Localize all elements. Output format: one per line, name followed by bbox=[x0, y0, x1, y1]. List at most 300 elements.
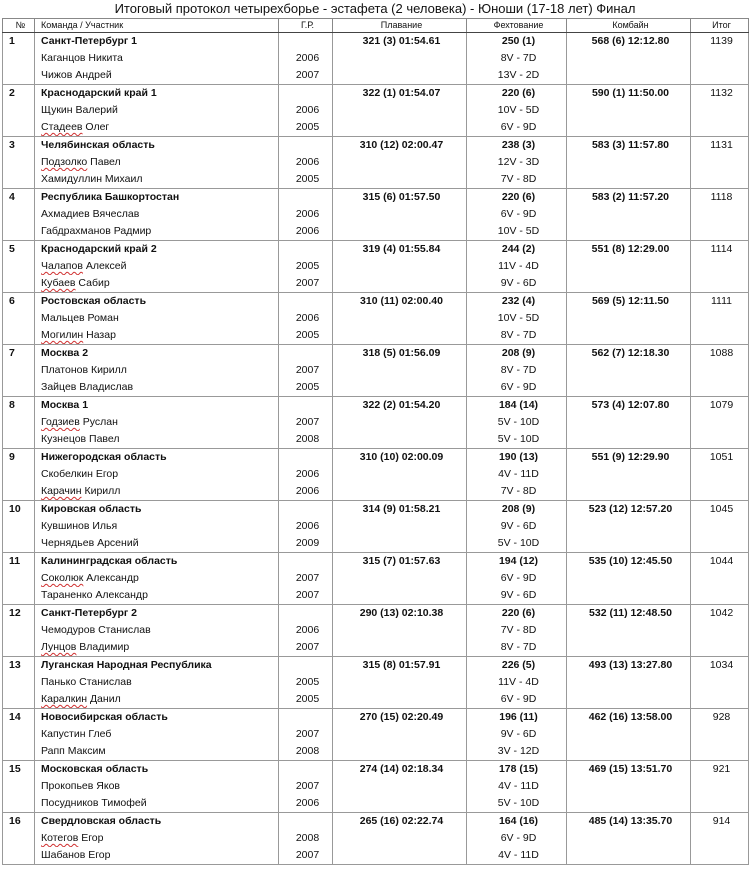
member-year: 2006 bbox=[279, 795, 333, 813]
empty-cell bbox=[691, 379, 749, 397]
total-score: 1079 bbox=[691, 397, 749, 415]
member-year: 2006 bbox=[279, 223, 333, 241]
member-row bbox=[3, 258, 749, 275]
total-score: 1044 bbox=[691, 553, 749, 571]
member-year: 2007 bbox=[279, 275, 333, 293]
total-score: 1111 bbox=[691, 293, 749, 311]
team-name: Республика Башкортостан bbox=[35, 189, 279, 207]
team-row bbox=[3, 397, 749, 415]
member-name: Чижов Андрей bbox=[35, 67, 279, 85]
member-bouts: 13V - 2D bbox=[467, 67, 567, 85]
empty-cell bbox=[333, 743, 467, 761]
total-score: 914 bbox=[691, 813, 749, 831]
member-row bbox=[3, 535, 749, 553]
member-bouts: 7V - 8D bbox=[467, 171, 567, 189]
team-place: 6 bbox=[3, 293, 35, 311]
member-bouts: 4V - 11D bbox=[467, 466, 567, 483]
member-year: 2006 bbox=[279, 154, 333, 171]
empty-cell bbox=[691, 310, 749, 327]
header-num: № bbox=[3, 19, 35, 33]
member-row bbox=[3, 639, 749, 657]
empty-cell bbox=[333, 310, 467, 327]
empty-cell bbox=[333, 50, 467, 67]
swim-result: 270 (15) 02:20.49 bbox=[333, 709, 467, 727]
member-bouts: 10V - 5D bbox=[467, 223, 567, 241]
combo-result: 493 (13) 13:27.80 bbox=[567, 657, 691, 675]
combo-result: 485 (14) 13:35.70 bbox=[567, 813, 691, 831]
team-name: Свердловская область bbox=[35, 813, 279, 831]
member-name: Рапп Максим bbox=[35, 743, 279, 761]
total-score: 1042 bbox=[691, 605, 749, 623]
member-bouts: 9V - 6D bbox=[467, 275, 567, 293]
total-score: 1114 bbox=[691, 241, 749, 259]
member-name: Щукин Валерий bbox=[35, 102, 279, 119]
empty-cell bbox=[691, 483, 749, 501]
team-row bbox=[3, 501, 749, 519]
swim-result: 274 (14) 02:18.34 bbox=[333, 761, 467, 779]
team-name: Луганская Народная Республика bbox=[35, 657, 279, 675]
team-place: 2 bbox=[3, 85, 35, 103]
empty-cell bbox=[3, 830, 35, 847]
empty-cell bbox=[3, 518, 35, 535]
swim-result: 290 (13) 02:10.38 bbox=[333, 605, 467, 623]
team-place: 7 bbox=[3, 345, 35, 363]
member-row bbox=[3, 379, 749, 397]
member-row bbox=[3, 674, 749, 691]
team-row bbox=[3, 293, 749, 311]
empty-cell bbox=[333, 258, 467, 275]
empty-cell bbox=[333, 570, 467, 587]
empty-cell bbox=[3, 778, 35, 795]
page-title: Итоговый протокол четырехборье - эстафета (2 человека) - Юноши (17-18 лет) Финал bbox=[114, 1, 636, 16]
empty-cell bbox=[279, 813, 333, 831]
combo-result: 583 (2) 11:57.20 bbox=[567, 189, 691, 207]
empty-cell bbox=[333, 674, 467, 691]
member-bouts: 6V - 9D bbox=[467, 206, 567, 223]
team-name: Краснодарский край 1 bbox=[35, 85, 279, 103]
empty-cell bbox=[691, 639, 749, 657]
member-name: Котегов Егор bbox=[35, 830, 279, 847]
empty-cell bbox=[691, 362, 749, 379]
fence-result: 178 (15) bbox=[467, 761, 567, 779]
member-year: 2005 bbox=[279, 327, 333, 345]
member-year: 2007 bbox=[279, 587, 333, 605]
team-row bbox=[3, 813, 749, 831]
swim-result: 319 (4) 01:55.84 bbox=[333, 241, 467, 259]
empty-cell bbox=[333, 275, 467, 293]
empty-cell bbox=[3, 622, 35, 639]
fence-result: 208 (9) bbox=[467, 345, 567, 363]
empty-cell bbox=[3, 570, 35, 587]
empty-cell bbox=[567, 379, 691, 397]
member-row bbox=[3, 327, 749, 345]
swim-result: 310 (10) 02:00.09 bbox=[333, 449, 467, 467]
team-row bbox=[3, 761, 749, 779]
empty-cell bbox=[3, 102, 35, 119]
member-name: Капустин Глеб bbox=[35, 726, 279, 743]
empty-cell bbox=[3, 275, 35, 293]
fence-result: 220 (6) bbox=[467, 605, 567, 623]
swim-result: 310 (11) 02:00.40 bbox=[333, 293, 467, 311]
member-name: Хамидуллин Михаил bbox=[35, 171, 279, 189]
empty-cell bbox=[567, 154, 691, 171]
empty-cell bbox=[691, 847, 749, 865]
combo-result: 532 (11) 12:48.50 bbox=[567, 605, 691, 623]
member-bouts: 6V - 9D bbox=[467, 570, 567, 587]
member-year: 2007 bbox=[279, 570, 333, 587]
empty-cell bbox=[3, 379, 35, 397]
combo-result: 462 (16) 13:58.00 bbox=[567, 709, 691, 727]
empty-cell bbox=[3, 726, 35, 743]
empty-cell bbox=[333, 119, 467, 137]
member-bouts: 4V - 11D bbox=[467, 847, 567, 865]
empty-cell bbox=[333, 327, 467, 345]
swim-result: 318 (5) 01:56.09 bbox=[333, 345, 467, 363]
empty-cell bbox=[279, 241, 333, 259]
empty-cell bbox=[567, 535, 691, 553]
empty-cell bbox=[3, 171, 35, 189]
team-place: 3 bbox=[3, 137, 35, 155]
empty-cell bbox=[567, 258, 691, 275]
empty-cell bbox=[567, 726, 691, 743]
empty-cell bbox=[691, 258, 749, 275]
member-name: Зайцев Владислав bbox=[35, 379, 279, 397]
total-score: 1132 bbox=[691, 85, 749, 103]
total-score: 1045 bbox=[691, 501, 749, 519]
empty-cell bbox=[691, 830, 749, 847]
empty-cell bbox=[567, 466, 691, 483]
member-row bbox=[3, 483, 749, 501]
empty-cell bbox=[333, 379, 467, 397]
fence-result: 196 (11) bbox=[467, 709, 567, 727]
combo-result: 469 (15) 13:51.70 bbox=[567, 761, 691, 779]
header-combo: Комбайн bbox=[567, 19, 691, 33]
team-place: 5 bbox=[3, 241, 35, 259]
empty-cell bbox=[333, 691, 467, 709]
team-place: 12 bbox=[3, 605, 35, 623]
empty-cell bbox=[567, 223, 691, 241]
empty-cell bbox=[3, 223, 35, 241]
empty-cell bbox=[333, 587, 467, 605]
empty-cell bbox=[691, 431, 749, 449]
member-year: 2006 bbox=[279, 310, 333, 327]
empty-cell bbox=[279, 657, 333, 675]
empty-cell bbox=[567, 171, 691, 189]
member-row bbox=[3, 587, 749, 605]
team-place: 14 bbox=[3, 709, 35, 727]
swim-result: 314 (9) 01:58.21 bbox=[333, 501, 467, 519]
member-row bbox=[3, 622, 749, 639]
team-place: 16 bbox=[3, 813, 35, 831]
empty-cell bbox=[333, 67, 467, 85]
swim-result: 310 (12) 02:00.47 bbox=[333, 137, 467, 155]
empty-cell bbox=[567, 795, 691, 813]
total-score: 1034 bbox=[691, 657, 749, 675]
swim-result: 321 (3) 01:54.61 bbox=[333, 33, 467, 51]
member-name: Чалапов Алексей bbox=[35, 258, 279, 275]
empty-cell bbox=[333, 483, 467, 501]
empty-cell bbox=[3, 466, 35, 483]
member-bouts: 6V - 9D bbox=[467, 119, 567, 137]
empty-cell bbox=[3, 847, 35, 865]
member-bouts: 5V - 10D bbox=[467, 535, 567, 553]
empty-cell bbox=[333, 726, 467, 743]
empty-cell bbox=[691, 223, 749, 241]
header-fence: Фехтование bbox=[467, 19, 567, 33]
team-name: Калининградская область bbox=[35, 553, 279, 571]
member-row bbox=[3, 830, 749, 847]
empty-cell bbox=[333, 535, 467, 553]
member-bouts: 6V - 9D bbox=[467, 379, 567, 397]
total-score: 1051 bbox=[691, 449, 749, 467]
empty-cell bbox=[279, 189, 333, 207]
empty-cell bbox=[3, 431, 35, 449]
empty-cell bbox=[333, 223, 467, 241]
empty-cell bbox=[279, 137, 333, 155]
empty-cell bbox=[3, 795, 35, 813]
member-row bbox=[3, 362, 749, 379]
empty-cell bbox=[3, 258, 35, 275]
empty-cell bbox=[279, 449, 333, 467]
team-name: Ростовская область bbox=[35, 293, 279, 311]
combo-result: 535 (10) 12:45.50 bbox=[567, 553, 691, 571]
member-row bbox=[3, 778, 749, 795]
member-year: 2006 bbox=[279, 102, 333, 119]
empty-cell bbox=[279, 761, 333, 779]
member-bouts: 6V - 9D bbox=[467, 830, 567, 847]
member-row bbox=[3, 50, 749, 67]
team-row bbox=[3, 605, 749, 623]
team-name: Москва 2 bbox=[35, 345, 279, 363]
team-row bbox=[3, 137, 749, 155]
team-place: 13 bbox=[3, 657, 35, 675]
empty-cell bbox=[567, 414, 691, 431]
member-year: 2005 bbox=[279, 258, 333, 275]
empty-cell bbox=[691, 778, 749, 795]
empty-cell bbox=[333, 778, 467, 795]
empty-cell bbox=[567, 327, 691, 345]
combo-result: 568 (6) 12:12.80 bbox=[567, 33, 691, 51]
empty-cell bbox=[691, 795, 749, 813]
fence-result: 250 (1) bbox=[467, 33, 567, 51]
member-name: Габдрахманов Радмир bbox=[35, 223, 279, 241]
empty-cell bbox=[333, 518, 467, 535]
member-name: Ахмадиев Вячеслав bbox=[35, 206, 279, 223]
member-name: Шабанов Егор bbox=[35, 847, 279, 865]
combo-result: 523 (12) 12:57.20 bbox=[567, 501, 691, 519]
member-bouts: 8V - 7D bbox=[467, 327, 567, 345]
member-bouts: 9V - 6D bbox=[467, 587, 567, 605]
swim-result: 315 (8) 01:57.91 bbox=[333, 657, 467, 675]
empty-cell bbox=[691, 119, 749, 137]
combo-result: 551 (9) 12:29.90 bbox=[567, 449, 691, 467]
member-name: Чемодуров Станислав bbox=[35, 622, 279, 639]
empty-cell bbox=[3, 310, 35, 327]
member-bouts: 9V - 6D bbox=[467, 518, 567, 535]
empty-cell bbox=[567, 206, 691, 223]
empty-cell bbox=[3, 119, 35, 137]
swim-result: 315 (6) 01:57.50 bbox=[333, 189, 467, 207]
empty-cell bbox=[279, 553, 333, 571]
empty-cell bbox=[567, 743, 691, 761]
team-row bbox=[3, 709, 749, 727]
empty-cell bbox=[567, 587, 691, 605]
empty-cell bbox=[279, 605, 333, 623]
fence-result: 190 (13) bbox=[467, 449, 567, 467]
empty-cell bbox=[279, 293, 333, 311]
empty-cell bbox=[3, 674, 35, 691]
team-place: 15 bbox=[3, 761, 35, 779]
team-row bbox=[3, 345, 749, 363]
swim-result: 322 (1) 01:54.07 bbox=[333, 85, 467, 103]
empty-cell bbox=[3, 743, 35, 761]
member-bouts: 6V - 9D bbox=[467, 691, 567, 709]
member-name: Посудников Тимофей bbox=[35, 795, 279, 813]
member-year: 2005 bbox=[279, 119, 333, 137]
team-place: 1 bbox=[3, 33, 35, 51]
empty-cell bbox=[567, 778, 691, 795]
empty-cell bbox=[691, 154, 749, 171]
member-year: 2006 bbox=[279, 206, 333, 223]
member-year: 2006 bbox=[279, 622, 333, 639]
empty-cell bbox=[333, 830, 467, 847]
team-name: Санкт-Петербург 1 bbox=[35, 33, 279, 51]
member-name: Каганцов Никита bbox=[35, 50, 279, 67]
empty-cell bbox=[333, 102, 467, 119]
empty-cell bbox=[691, 691, 749, 709]
member-year: 2006 bbox=[279, 483, 333, 501]
empty-cell bbox=[691, 622, 749, 639]
empty-cell bbox=[691, 570, 749, 587]
member-year: 2007 bbox=[279, 726, 333, 743]
empty-cell bbox=[3, 206, 35, 223]
member-bouts: 5V - 10D bbox=[467, 431, 567, 449]
member-year: 2007 bbox=[279, 414, 333, 431]
empty-cell bbox=[567, 67, 691, 85]
member-year: 2009 bbox=[279, 535, 333, 553]
combo-result: 569 (5) 12:11.50 bbox=[567, 293, 691, 311]
member-year: 2005 bbox=[279, 171, 333, 189]
team-row bbox=[3, 449, 749, 467]
member-row bbox=[3, 67, 749, 85]
member-bouts: 10V - 5D bbox=[467, 310, 567, 327]
empty-cell bbox=[567, 431, 691, 449]
member-name: Карачин Кирилл bbox=[35, 483, 279, 501]
member-bouts: 3V - 12D bbox=[467, 743, 567, 761]
empty-cell bbox=[3, 362, 35, 379]
empty-cell bbox=[3, 535, 35, 553]
empty-cell bbox=[567, 570, 691, 587]
empty-cell bbox=[333, 847, 467, 865]
team-name: Челябинская область bbox=[35, 137, 279, 155]
team-row bbox=[3, 189, 749, 207]
empty-cell bbox=[279, 345, 333, 363]
empty-cell bbox=[691, 726, 749, 743]
fence-result: 232 (4) bbox=[467, 293, 567, 311]
member-row bbox=[3, 743, 749, 761]
swim-result: 265 (16) 02:22.74 bbox=[333, 813, 467, 831]
member-row bbox=[3, 795, 749, 813]
empty-cell bbox=[691, 414, 749, 431]
empty-cell bbox=[567, 50, 691, 67]
empty-cell bbox=[333, 206, 467, 223]
member-bouts: 9V - 6D bbox=[467, 726, 567, 743]
member-name: Соколюк Александр bbox=[35, 570, 279, 587]
empty-cell bbox=[691, 535, 749, 553]
member-bouts: 5V - 10D bbox=[467, 414, 567, 431]
team-name: Санкт-Петербург 2 bbox=[35, 605, 279, 623]
member-name: Скобелкин Егор bbox=[35, 466, 279, 483]
member-row bbox=[3, 518, 749, 535]
member-name: Тараненко Александр bbox=[35, 587, 279, 605]
member-row bbox=[3, 466, 749, 483]
empty-cell bbox=[3, 639, 35, 657]
empty-cell bbox=[3, 691, 35, 709]
total-score: 1131 bbox=[691, 137, 749, 155]
empty-cell bbox=[567, 310, 691, 327]
total-score: 1088 bbox=[691, 345, 749, 363]
member-bouts: 8V - 7D bbox=[467, 362, 567, 379]
fence-result: 220 (6) bbox=[467, 85, 567, 103]
empty-cell bbox=[333, 414, 467, 431]
header-total: Итог bbox=[691, 19, 749, 33]
empty-cell bbox=[279, 85, 333, 103]
member-name: Чернядьев Арсений bbox=[35, 535, 279, 553]
member-bouts: 10V - 5D bbox=[467, 102, 567, 119]
member-name: Лунцов Владимир bbox=[35, 639, 279, 657]
empty-cell bbox=[333, 622, 467, 639]
header-gr: Г.Р. bbox=[279, 19, 333, 33]
total-score: 921 bbox=[691, 761, 749, 779]
member-row bbox=[3, 414, 749, 431]
team-name: Нижегородская область bbox=[35, 449, 279, 467]
team-name: Москва 1 bbox=[35, 397, 279, 415]
total-score: 928 bbox=[691, 709, 749, 727]
combo-result: 590 (1) 11:50.00 bbox=[567, 85, 691, 103]
empty-cell bbox=[567, 275, 691, 293]
empty-cell bbox=[279, 709, 333, 727]
empty-cell bbox=[691, 466, 749, 483]
combo-result: 562 (7) 12:18.30 bbox=[567, 345, 691, 363]
fence-result: 244 (2) bbox=[467, 241, 567, 259]
header-row bbox=[3, 19, 749, 33]
member-year: 2008 bbox=[279, 431, 333, 449]
empty-cell bbox=[691, 518, 749, 535]
member-year: 2005 bbox=[279, 691, 333, 709]
empty-cell bbox=[691, 50, 749, 67]
member-year: 2008 bbox=[279, 743, 333, 761]
member-bouts: 8V - 7D bbox=[467, 50, 567, 67]
empty-cell bbox=[691, 275, 749, 293]
member-row bbox=[3, 691, 749, 709]
member-bouts: 7V - 8D bbox=[467, 622, 567, 639]
member-row bbox=[3, 726, 749, 743]
team-row bbox=[3, 553, 749, 571]
member-row bbox=[3, 310, 749, 327]
member-name: Стадеев Олег bbox=[35, 119, 279, 137]
fence-result: 238 (3) bbox=[467, 137, 567, 155]
member-row bbox=[3, 223, 749, 241]
member-year: 2005 bbox=[279, 379, 333, 397]
team-name: Кировская область bbox=[35, 501, 279, 519]
empty-cell bbox=[3, 587, 35, 605]
team-name: Краснодарский край 2 bbox=[35, 241, 279, 259]
empty-cell bbox=[567, 674, 691, 691]
member-name: Годзиев Руслан bbox=[35, 414, 279, 431]
team-place: 9 bbox=[3, 449, 35, 467]
total-score: 1118 bbox=[691, 189, 749, 207]
member-bouts: 11V - 4D bbox=[467, 674, 567, 691]
